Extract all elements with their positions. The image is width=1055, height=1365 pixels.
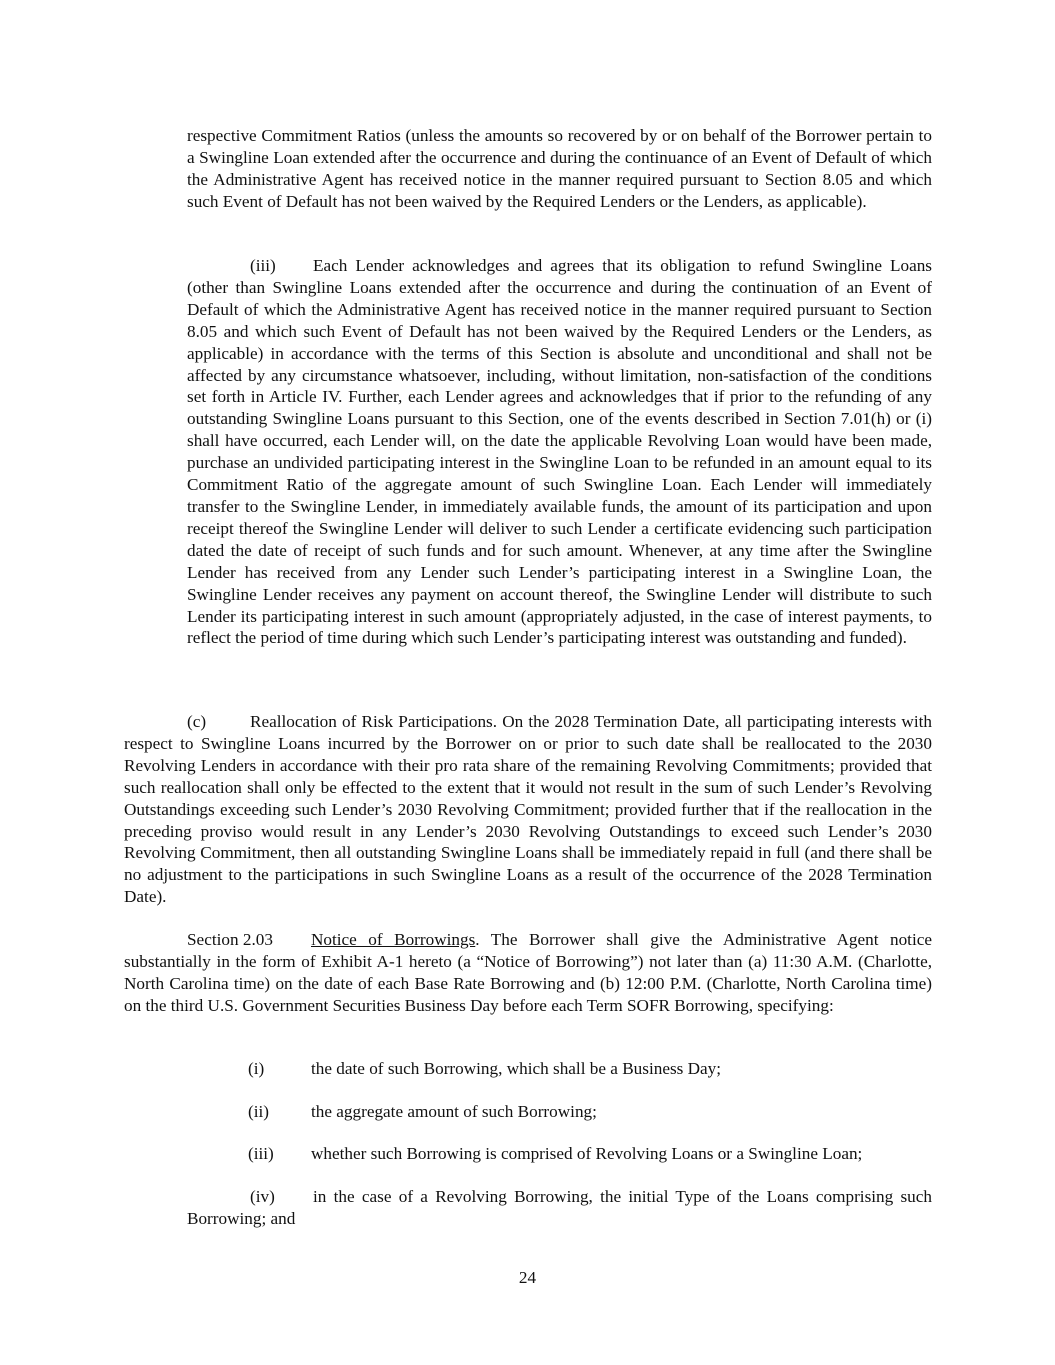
page-number: 24 <box>518 1268 537 1287</box>
paragraph-c-reallocation <box>124 711 932 908</box>
paragraph-text: On the 2028 Termination Date, all participating interests with respect to Swingline Loans incurred by the Borrower on or prior to such date shall be reallocated to the 2030 Revolving Lenders in accordance with their pro rata share of the remaining Revolving Commitments; provided that such reallocation shall only be effected to the extent that it would not result in the sum of such Lender’s Revolving Outstandings exceeding such Lender’s 2030 Revolving Commitment; provided further that if the reallocation in the preceding proviso would result in any Lender’s 2030 Revolving Outstandings to exceed such Lender’s 2030 Revolving Commitment, then all outstanding Swingline Loans shall be immediately repaid in full (and there shall be no adjustment to the participations in such Swingline Loans as a result of the occurrence of the 2028 Termination Date). <box>124 712 932 907</box>
clause-number: (c) <box>187 712 207 731</box>
list-item-number: (iii) <box>248 1144 274 1163</box>
section-title: Notice of Borrowings <box>311 930 476 949</box>
list-item-number: (iv) <box>250 1187 275 1206</box>
paragraph-commitment-ratios <box>187 125 932 213</box>
clause-heading: Reallocation of Risk Participations. <box>250 712 498 731</box>
list-item-text: in the case of a Revolving Borrowing, the initial Type of the Loans comprising such Borrowing; and <box>187 1187 932 1228</box>
paragraph-text: Each Lender acknowledges and agrees that its obligation to refund Swingline Loans (other than Swingline Loans extended after the occurrence and during the continuation of an Event of Default of which the Administrative Agent has received notice in the manner required pursuant to Section 8.05 and which such Event of Default has not been waived by the Required Lenders or the Lenders, as applicable) in accordance with the terms of this Section is absolute and unconditional and shall not be affected by any circumstance whatsoever, including, without limitation, non-satisfaction of the conditions set forth in Article IV. Further, each Lender agrees and acknowledges that if prior to the refunding of any outstanding Swingline Loans pursuant to this Section, one of the events described in Section 7.01(h) or (i) shall have occurred, each Lender will, on the date the applicable Revolving Loan would have been made, purchase an undivided participating interest in the Swingline Loan to be refunded in an amount equal to its Commitment Ratio of the aggregate amount of such Swingline Loan. Each Lender will immediately transfer to the Swingline Lender, in immediately available funds, the amount of its participation and upon receipt thereof the Swingline Lender will deliver to such Lender a certificate evidencing such participation dated the date of receipt of such funds and for such amount. Whenever, at any time after the Swingline Lender has received from any Lender such Lender’s participating interest in a Swingline Loan, the Swingline Lender receives any payment on account thereof, the Swingline Lender will distribute to such Lender its participating interest in such amount (appropriately adjusted, in the case of interest payments, to reflect the period of time during which such Lender’s participating interest was outstanding and funded). <box>187 256 932 648</box>
list-item-number: (ii) <box>248 1102 269 1121</box>
section-2-03-notice-of-borrowings <box>124 929 932 1017</box>
list-item-text: whether such Borrowing is comprised of Revolving Loans or a Swingline Loan; <box>311 1144 863 1163</box>
list-item-iii <box>248 1143 862 1165</box>
list-item-number: (i) <box>248 1059 265 1078</box>
section-number: Section 2.03 <box>187 930 273 949</box>
list-item-i <box>248 1058 721 1080</box>
list-item-iv <box>187 1186 932 1230</box>
section-title-period: . <box>475 930 480 949</box>
list-item-text: the date of such Borrowing, which shall be a Business Day; <box>311 1059 722 1078</box>
clause-number: (iii) <box>250 256 276 275</box>
list-item-text: the aggregate amount of such Borrowing; <box>311 1102 597 1121</box>
paragraph-text: respective Commitment Ratios (unless the amounts so recovered by or on behalf of the Borrower pertain to a Swingline Loan extended after the occurrence and during the continuance of an Event of Default of which the Administrative Agent has received notice in the manner required pursuant to Section 8.05 and which such Event of Default has not been waived by the Required Lenders or the Lenders, as applicable). <box>187 126 932 211</box>
list-item-ii <box>248 1101 597 1123</box>
paragraph-iii-refund-obligation <box>187 255 932 649</box>
paragraph-text: The Borrower shall give the Administrative Agent notice substantially in the form of Exhibit A-1 hereto (a “Notice of Borrowing”) not later than (a) 11:30 A.M. (Charlotte, North Carolina time) on the date of each Base Rate Borrowing and (b) 12:00 P.M. (Charlotte, North Carolina time) on the third U.S. Government Securities Business Day before each Term SOFR Borrowing, specifying: <box>124 930 932 1015</box>
